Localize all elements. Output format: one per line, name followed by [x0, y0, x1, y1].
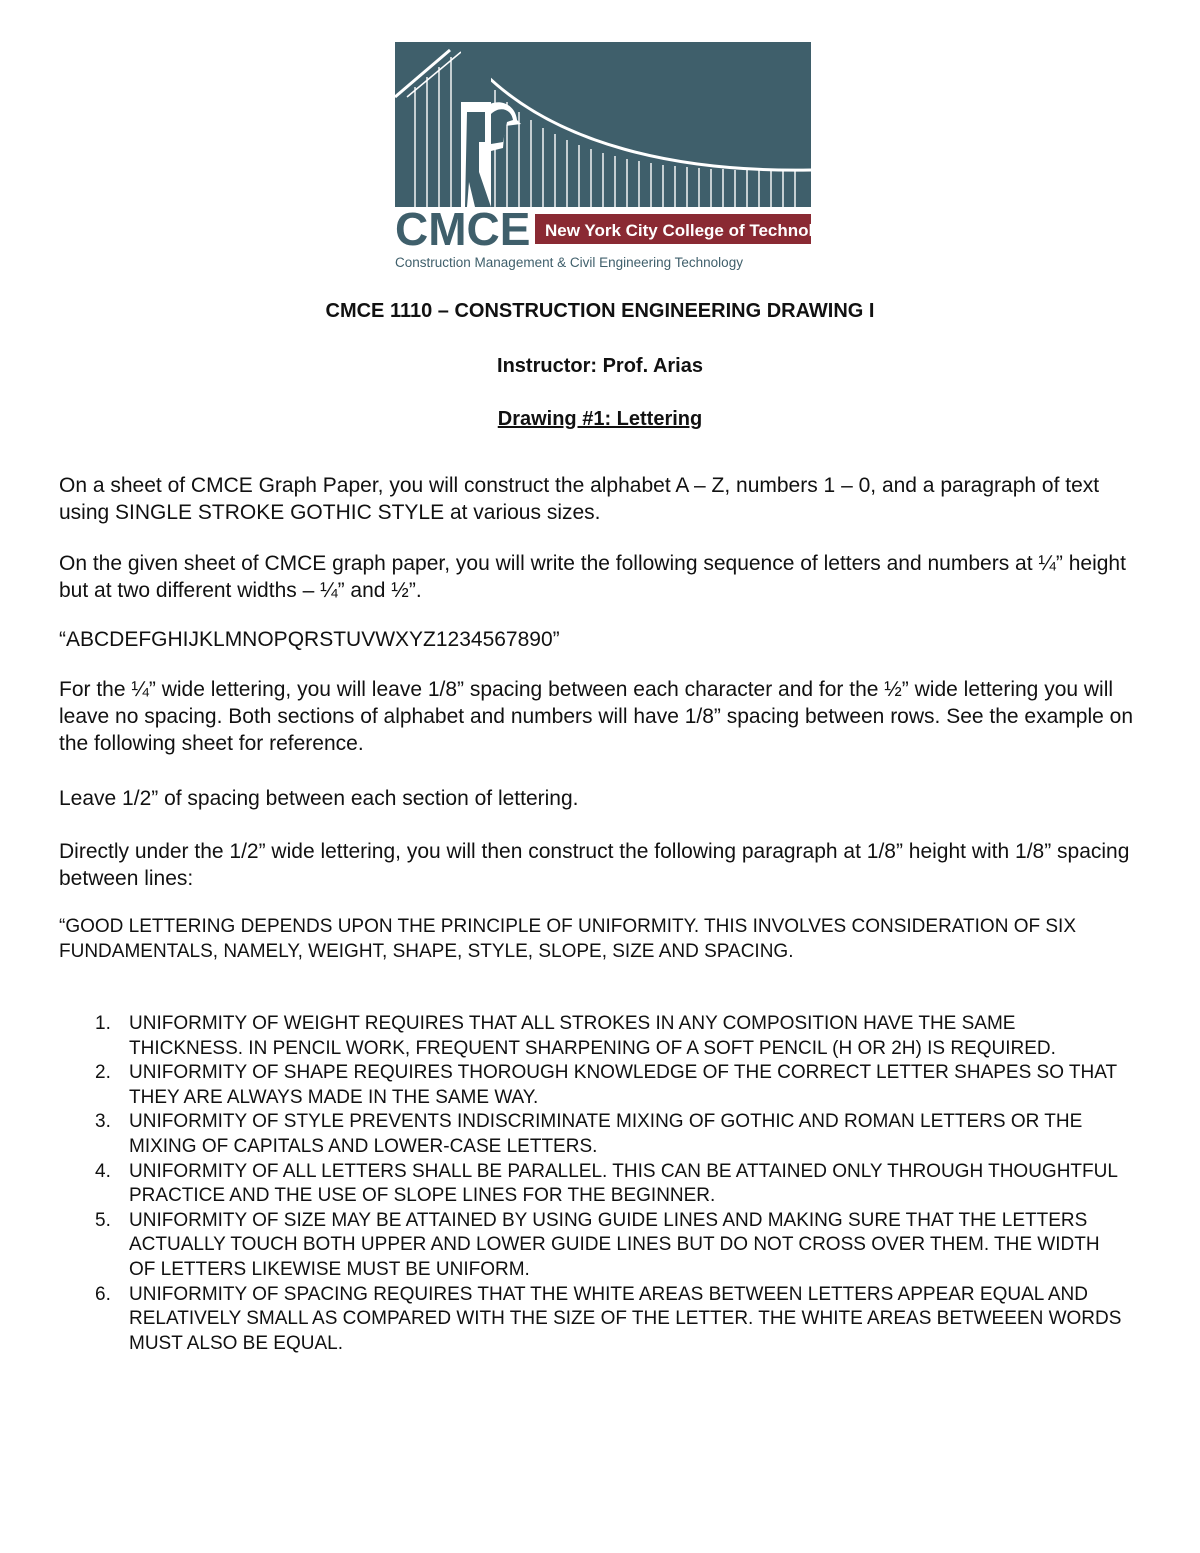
list-item: [59, 1209, 1129, 1283]
list-text: UNIFORMITY OF SHAPE REQUIRES THOROUGH KNOWLEDGE OF THE CORRECT LETTER SHAPES SO THAT THEY ARE ALWAYS MADE IN THE SAME WAY.: [129, 1062, 1117, 1108]
list-text: UNIFORMITY OF WEIGHT REQUIRES THAT ALL STROKES IN ANY COMPOSITION HAVE THE SAME THICKNESS. IN PENCIL WORK, FREQUENT SHARPENING OF A SOFT PENCIL (H OR 2H) IS REQUIRED.: [129, 1013, 1056, 1059]
instructions-paragraph-2: On the given sheet of CMCE graph paper, you will write the following sequence of letters and numbers at ¼” height but at two different widths – ¼” and ½”.: [59, 552, 1126, 602]
list-number: 2.: [95, 1062, 111, 1084]
instructions-paragraph-1: On a sheet of CMCE Graph Paper, you will construct the alphabet A – Z, numbers 1 – 0, and a paragraph of text using SINGLE STROKE GOTHIC STYLE at various sizes.: [59, 474, 1100, 524]
instructions-paragraph-5: Directly under the 1/2” wide lettering, you will then construct the following paragraph at 1/8” height with 1/8” spacing between lines:: [59, 840, 1130, 890]
instructions-paragraph-3: For the ¼” wide lettering, you will leave 1/8” spacing between each character and for the ½” wide lettering you will leave no spacing. Both sections of alphabet and numbers will have 1/8” spacing between rows. See the example on the following sheet for reference.: [59, 678, 1133, 755]
uniformity-rules-list: [59, 1012, 1129, 1356]
list-text: UNIFORMITY OF ALL LETTERS SHALL BE PARALLEL. THIS CAN BE ATTAINED ONLY THROUGH THOUGHTFUL PRACTICE AND THE USE OF SLOPE LINES FOR THE BEGINNER.: [129, 1160, 1118, 1207]
list-item: [59, 1283, 1129, 1357]
logo-college-text: New York City College of Technology: [545, 221, 844, 240]
list-item: [59, 1061, 1129, 1110]
list-item: [59, 1110, 1129, 1159]
list-text: UNIFORMITY OF STYLE PREVENTS INDISCRIMINATE MIXING OF GOTHIC AND ROMAN LETTERS OR THE MIXING OF CAPITALS AND LOWER-CASE LETTERS.: [129, 1111, 1083, 1157]
list-text: UNIFORMITY OF SIZE MAY BE ATTAINED BY USING GUIDE LINES AND MAKING SURE THAT THE LETTERS ACTUALLY TOUCH BOTH UPPER AND LOWER GUIDE LINES BUT DO NOT CROSS OVER THEM. THE WIDTH OF LETTERS LIKEWISE MUST BE UNIFORM.: [129, 1209, 1100, 1280]
lettering-paragraph: “GOOD LETTERING DEPENDS UPON THE PRINCIPLE OF UNIFORMITY. THIS INVOLVES CONSIDERATION OF SIX FUNDAMENTALS, NAMELY, WEIGHT, SHAPE, STYLE, SLOPE, SIZE AND SPACING.: [59, 916, 1077, 962]
logo-acronym-text: CMCE: [395, 203, 531, 255]
list-number: 6.: [95, 1283, 111, 1305]
cmce-logo: [395, 42, 844, 274]
assignment-title: Drawing #1: Lettering: [497, 408, 703, 430]
list-number: 5.: [95, 1209, 111, 1231]
list-item: [59, 1160, 1129, 1209]
instructions-paragraph-4: Leave 1/2” of spacing between each section of lettering.: [59, 787, 579, 810]
list-item: [59, 1012, 1129, 1061]
list-number: 3.: [95, 1111, 111, 1133]
alphabet-sequence: “ABCDEFGHIJKLMNOPQRSTUVWXYZ1234567890”: [59, 628, 560, 651]
list-text: UNIFORMITY OF SPACING REQUIRES THAT THE WHITE AREAS BETWEEN LETTERS APPEAR EQUAL AND RELATIVELY SMALL AS COMPARED WITH THE SIZE OF THE LETTER. THE WHITE AREAS BETWEEEN WORDS MUST ALSO BE EQUAL.: [129, 1283, 1122, 1354]
logo-department-text: Construction Management & Civil Engineering Technology: [395, 255, 743, 270]
list-number: 1.: [95, 1013, 111, 1034]
course-title: CMCE 1110 – CONSTRUCTION ENGINEERING DRAWING I: [325, 300, 875, 322]
instructor-line: Instructor: Prof. Arias: [497, 355, 703, 377]
list-number: 4.: [95, 1160, 111, 1182]
